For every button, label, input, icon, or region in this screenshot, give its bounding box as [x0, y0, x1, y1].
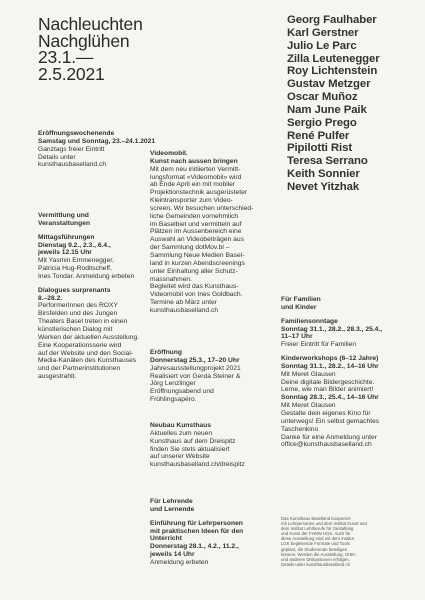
event-text: künstlerischen Dialog mit — [38, 325, 113, 333]
event-title: Eröffnung — [150, 349, 182, 356]
event-title: mit praktischen Ideen für den — [150, 527, 244, 535]
section-heading: Für Lehrende — [150, 498, 193, 505]
event-text: auf unserer Website — [150, 453, 210, 461]
event-text: Aktuelles zum neuen — [150, 429, 213, 437]
date-start: 23.1.— — [38, 47, 94, 67]
event-text: Mit dem neu initiierten Vermitt- — [150, 165, 241, 173]
event-date: jeweils 12.15 Uhr — [38, 249, 92, 257]
event-text: Termine ab März unter — [150, 299, 217, 307]
opening-dates: Samstag und Sonntag, 23.–24.1.2021 — [38, 137, 156, 145]
event-text: liche Gemeinden vornehmlich — [150, 212, 239, 220]
artist-name: Roy Lichtenstein — [287, 65, 378, 78]
event-title: Einführung für Lehrpersonen — [150, 519, 243, 527]
artist-name: Teresa Serrano — [287, 155, 368, 168]
event-title: Familiensonntage — [281, 317, 338, 325]
event-text: Eine Kooperationsserie wird — [38, 341, 122, 349]
artist-name: Nam June Paik — [287, 103, 367, 116]
event-text: Patricia Hug-Roditscheff, — [38, 265, 112, 273]
event-text: Eröffnungsabend und — [150, 388, 214, 396]
event-text: screen. Wir besuchen unterschied- — [150, 204, 254, 212]
event-date: Donnerstag 25.3., 17–20 Uhr — [150, 356, 240, 364]
event-text: Projektionstechnik ausgerüsteter — [150, 189, 248, 197]
footnote-line: diese Ausstellung sind mit dem Institut — [281, 536, 354, 542]
artist-name: Sergio Prego — [287, 116, 357, 129]
mittagsfuehrungen — [38, 234, 139, 281]
vermittlung-section — [38, 212, 139, 381]
section-heading: Veranstaltungen — [38, 219, 91, 227]
artist-name: Gustav Metzger — [287, 78, 371, 91]
artist-name: Georg Faulhaber — [287, 14, 377, 26]
opening-weekend — [38, 130, 155, 169]
event-text: Mit Meret Glausen — [281, 370, 336, 378]
artist-name: Keith Sonnier — [287, 168, 360, 181]
event-title: Dialogues surprenants — [38, 286, 111, 294]
event-title: Kinderworkshops (6–12 Jahre) — [281, 355, 379, 363]
footnote-line: und Kunst der FHNW HGK. Auch für — [281, 531, 351, 537]
event-title: Neubau Kunsthaus — [150, 422, 211, 429]
event-text: finden Sie stets aktualisiert — [150, 445, 230, 453]
event-text: ausgestrahlt. — [38, 373, 77, 381]
event-text: Taschenkino — [281, 425, 319, 433]
event-text: Begleitet wird das Kunsthaus- — [150, 283, 239, 291]
event-text: kunsthausbaselland.ch/dreispitz — [150, 461, 245, 469]
event-title: Unterricht — [150, 535, 182, 543]
artist-name: René Pulfer — [287, 129, 350, 142]
footnote-line: Das Kunsthaus Baselland kooperiert — [281, 516, 351, 521]
footnote-line: dem Institut Lehrberufe für Gestaltung — [281, 526, 354, 532]
artist-name: Julio Le Parc — [287, 39, 357, 52]
event-text: Auswahl an Videobeiträgen aus — [150, 236, 244, 244]
footnote — [281, 516, 367, 567]
kinderworkshops — [281, 355, 382, 449]
section-heading: Für Familien — [281, 296, 321, 303]
artist-name: Nevet Yitzhak — [287, 180, 360, 193]
footnote-line: mit Lehrpersonen und dem Institut Kunst und — [281, 521, 367, 527]
exhibition-title — [38, 16, 143, 82]
event-text: Deine digitale Bildergeschichte. — [281, 378, 375, 386]
event-text: und der Partnerinstitutionen — [38, 365, 121, 373]
opening-title: Eröffnungswochenende — [38, 130, 115, 137]
opening-line: Details unter — [38, 153, 76, 161]
event-date: Sonntag 28.3., 25.4., 14–16 Uhr — [281, 394, 379, 402]
event-text: Werken der aktuellen Ausstellung. — [38, 333, 139, 341]
neubau-section — [150, 422, 245, 469]
event-text: PerformerInnen des ROXY — [38, 302, 118, 310]
event-date: 11–17 Uhr — [281, 333, 313, 341]
event-text: Mit Yasmin Emmenegger, — [38, 257, 114, 265]
footnote-line: geplant, die Studierende beteiligen — [281, 546, 348, 552]
event-text: Gestalte dein eigenes Kino für — [281, 409, 371, 417]
event-text: Kleintransporter zum Video- — [150, 197, 233, 205]
event-text: Anmeldung erbeten — [150, 558, 209, 566]
event-title: Videomobil. — [150, 150, 188, 157]
event-text: Plätzen im Aussenbereich eine — [150, 228, 242, 236]
artist-name: Pipilotti Rist — [287, 142, 353, 155]
footnote-line: und anderen Diskussionen erfolgen. — [281, 556, 350, 562]
lehrende-section — [150, 498, 243, 567]
event-date: jeweils 14 Uhr — [150, 551, 195, 559]
event-text: Lerne, wie man Bilder animiert! — [281, 386, 374, 394]
event-text: Media-Kanälen des Kunsthauses — [38, 357, 137, 365]
footnote-line: LGK begleitende Formate und Tools — [281, 541, 350, 547]
familien-section — [281, 296, 382, 449]
event-text: Birsfelden und des Jungen — [38, 310, 118, 318]
event-text: Freier Eintritt für Familien — [281, 341, 357, 349]
event-text: im Baselbiet und vermitteln auf — [150, 220, 242, 228]
section-heading: und Lernende — [150, 505, 195, 513]
section-heading: Vermittlung und — [38, 212, 89, 219]
opening-line: Ganztags freier Eintritt — [38, 145, 105, 153]
event-text: Frühlingsapéro. — [150, 396, 197, 404]
artist-name: Karl Gerstner — [287, 26, 359, 39]
event-text: Theaters Basel treten in einen — [38, 318, 128, 326]
event-title: Mittagsführungen — [38, 233, 95, 241]
event-text: Realisiert von Gerda Steiner & — [150, 372, 241, 380]
event-text: Danke für eine Anmeldung unter — [281, 433, 377, 441]
footnote-line: können. Werden die Ausstellung, Orten — [281, 551, 356, 557]
event-date: Donnerstag 28.1., 4.2., 11.2., — [150, 543, 239, 551]
eroeffnung-section — [150, 349, 241, 404]
footnote-line: Details unter kunsthausbaselland.ch — [281, 561, 351, 567]
event-text: massnahmen. — [150, 275, 193, 283]
event-text: land in kurzen Abendscreenings — [150, 259, 245, 267]
familiensonntage — [281, 318, 382, 349]
event-text: Jahresausstellungprojekt 2021 — [150, 364, 241, 372]
event-date: Sonntag 31.1., 28.2., 28.3., 25.4., — [281, 325, 383, 333]
event-text: Videomobil von Ines Goldbach. — [150, 291, 243, 299]
event-text: kunsthausbaselland.ch — [150, 306, 219, 314]
event-text: Mit Meret Glausen — [281, 402, 336, 410]
event-text: Ines Tondar. Anmeldung erbeten — [38, 272, 135, 280]
date-end: 2.5.2021 — [38, 63, 105, 84]
event-text: Kunsthaus auf dem Dreispitz — [150, 437, 236, 445]
section-heading: und Kinder — [281, 303, 317, 311]
event-text: Sammlung Neue Medien Basel- — [150, 251, 245, 259]
event-text: unterwegs! Ein selbst gemachtes — [281, 417, 380, 425]
title-line-2: Nachglühen — [38, 30, 130, 51]
videomobil-section — [150, 150, 253, 315]
artist-name: Zilla Leutenegger — [287, 52, 380, 65]
artist-name: Oscar Muñoz — [287, 91, 358, 104]
event-subtitle: Kunst nach aussen bringen — [150, 157, 238, 165]
event-date: Sonntag 31.1., 28.2., 14–16 Uhr — [281, 362, 379, 370]
event-text: unter Einhaltung aller Schutz- — [150, 267, 238, 275]
event-text: der Sammlung dotMov.bl – — [150, 244, 230, 252]
event-text: Jörg Lenzlinger — [150, 380, 196, 388]
event-text: ab Ende April ein mit mobiler — [150, 181, 236, 189]
contact-email: office@kunsthausbaselland.ch — [281, 441, 372, 449]
dialogues-surprenants — [38, 287, 139, 381]
event-date: 8.–28.2. — [38, 294, 63, 302]
event-text: auf der Website und den Social- — [38, 349, 134, 357]
event-text: lungsformat «Videomobil» wird — [150, 173, 242, 181]
title-line-1: Nachleuchten — [38, 14, 143, 34]
artist-list — [287, 14, 380, 194]
event-date: Dienstag 9.2., 2.3., 6.4., — [38, 241, 111, 249]
opening-link: kunsthausbaselland.ch — [38, 161, 107, 169]
